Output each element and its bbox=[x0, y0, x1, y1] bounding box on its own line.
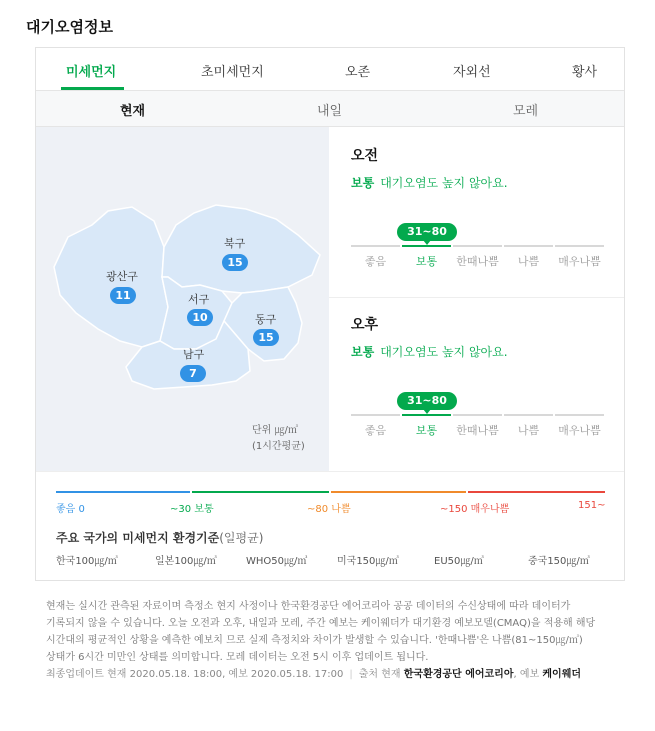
forecast-scale bbox=[351, 392, 607, 442]
scale-segment bbox=[351, 245, 400, 247]
forecast-status bbox=[351, 343, 607, 360]
district-value-badge[interactable]: 11 bbox=[110, 287, 136, 304]
legend-bar-very-bad bbox=[468, 491, 605, 493]
scale-segment bbox=[453, 414, 502, 416]
district-name: 동구 bbox=[255, 313, 277, 326]
legend-label-good: 좋음 0 bbox=[56, 504, 85, 515]
standard-usa: 미국150㎍/㎥ bbox=[337, 556, 399, 567]
source-airkorea-link[interactable]: 한국환경공단 에어코리아 bbox=[403, 669, 514, 680]
forecast-am bbox=[351, 145, 607, 268]
forecast-pm bbox=[351, 314, 607, 437]
district-name: 북구 bbox=[224, 237, 246, 250]
scale-label: 좋음 bbox=[364, 424, 387, 437]
separator: | bbox=[349, 669, 353, 680]
district-map-svg bbox=[36, 127, 329, 471]
standard-china: 중국150㎍/㎥ bbox=[528, 556, 590, 567]
page-title: 대기오염정보 bbox=[26, 18, 113, 36]
tab-ultrafine-dust[interactable]: 초미세먼지 bbox=[201, 65, 264, 80]
grade-legend bbox=[36, 471, 624, 581]
district-value-badge[interactable]: 15 bbox=[222, 254, 248, 271]
scale-segment bbox=[402, 414, 451, 416]
scale-label: 좋음 bbox=[364, 255, 387, 268]
forecast-level: 보통 bbox=[351, 176, 375, 190]
scale-segment bbox=[504, 245, 553, 247]
legend-label-max: 151~ bbox=[578, 500, 606, 511]
legend-label-bad: ~80 나쁨 bbox=[307, 504, 351, 515]
standard-korea: 한국100㎍/㎥ bbox=[56, 556, 118, 567]
standards-subtitle: (일평균) bbox=[219, 531, 264, 545]
district-value-badge[interactable]: 10 bbox=[187, 309, 213, 326]
forecast-period: 오전 bbox=[351, 148, 379, 164]
tab-yellow-dust[interactable]: 황사 bbox=[572, 65, 598, 80]
legend-bar-bad bbox=[331, 491, 466, 493]
scale-segment bbox=[555, 245, 604, 247]
scale-label: 보통 bbox=[415, 255, 438, 268]
source-prefix: 출처 현재 bbox=[358, 669, 401, 680]
district-name: 남구 bbox=[183, 348, 205, 361]
scale-segment bbox=[504, 414, 553, 416]
tab-uv[interactable]: 자외선 bbox=[453, 65, 491, 80]
source-mid: , 예보 bbox=[513, 669, 540, 680]
scale-label: 한때나쁨 bbox=[456, 255, 499, 268]
forecast-desc: 대기오염도 높지 않아요. bbox=[380, 345, 508, 359]
unit-label: 단위 ㎍/㎥ bbox=[252, 425, 298, 436]
legend-bar-normal bbox=[192, 491, 329, 493]
unit-average: (1시간평균) bbox=[252, 441, 305, 452]
scale-label: 매우나쁨 bbox=[558, 424, 601, 437]
footer-notice bbox=[46, 598, 602, 683]
range-pill: 31~80 bbox=[397, 223, 457, 241]
district-value-badge[interactable]: 7 bbox=[180, 365, 206, 382]
forecast-divider bbox=[329, 297, 624, 298]
district-value-badge[interactable]: 15 bbox=[253, 329, 279, 346]
tab-ozone[interactable]: 오존 bbox=[345, 65, 371, 80]
scale-segment bbox=[453, 245, 502, 247]
legend-label-normal: ~30 보통 bbox=[170, 504, 214, 515]
forecast-desc: 대기오염도 높지 않아요. bbox=[380, 176, 508, 190]
scale-label: 나쁨 bbox=[517, 424, 540, 437]
pollutant-tabs bbox=[36, 48, 624, 91]
time-subtabs bbox=[36, 91, 624, 127]
legend-label-very-bad: ~150 매우나쁨 bbox=[440, 504, 510, 515]
forecast-level: 보통 bbox=[351, 345, 375, 359]
standard-eu: EU50㎍/㎥ bbox=[434, 556, 484, 567]
subtab-tomorrow[interactable]: 내일 bbox=[317, 104, 343, 119]
forecast-panel bbox=[329, 127, 624, 471]
tab-fine-dust[interactable]: 미세먼지 bbox=[66, 65, 117, 80]
district-name: 서구 bbox=[188, 293, 210, 306]
subtab-now[interactable]: 현재 bbox=[120, 104, 146, 119]
air-quality-card bbox=[35, 47, 625, 581]
forecast-scale bbox=[351, 223, 607, 273]
forecast-period: 오후 bbox=[351, 317, 379, 333]
district-name: 광산구 bbox=[106, 270, 138, 283]
range-pill: 31~80 bbox=[397, 392, 457, 410]
source-kweather-link[interactable]: 케이웨더 bbox=[542, 669, 582, 680]
notice-text: 현재는 실시간 관측된 자료이며 측정소 현지 사정이나 한국환경공단 에어코리아 공공 데이터의 수신상태에 따라 데이터가 기록되지 않을 수 있습니다. 오늘 오전과 오후, 내일과 모레, 주간 예보는 케이웨더가 대기환경 예보모델(CMAQ)을 적용해 해당 시간대의 평균적인 상황을 예측한 예보치 므로 실제 측정치와 차이가 발생할 수 있습니다. '한때나쁨'은 나쁨(81~150㎍/㎥)상태가 6시간 미만인 상태를 의미합니다. 모레 데이터는 오전 5시 이후 업데이트 됩니다. bbox=[46, 601, 596, 663]
unit-note bbox=[252, 423, 305, 455]
scale-label: 한때나쁨 bbox=[456, 424, 499, 437]
scale-segment bbox=[351, 414, 400, 416]
legend-bar-good bbox=[56, 491, 190, 493]
update-time: 최종업데이트 현재 2020.05.18. 18:00, 예보 2020.05.18. 17:00 bbox=[46, 669, 344, 680]
scale-label: 매우나쁨 bbox=[558, 255, 601, 268]
update-line bbox=[46, 666, 602, 683]
standards-title bbox=[56, 529, 263, 546]
standard-who: WHO50㎍/㎥ bbox=[246, 556, 308, 567]
standards-title-text: 주요 국가의 미세먼지 환경기준 bbox=[56, 531, 220, 545]
subtab-day-after[interactable]: 모레 bbox=[513, 104, 539, 119]
forecast-status bbox=[351, 174, 607, 191]
district-map bbox=[36, 127, 329, 471]
standard-japan: 일본100㎍/㎥ bbox=[155, 556, 217, 567]
scale-segment bbox=[555, 414, 604, 416]
scale-label: 나쁨 bbox=[517, 255, 540, 268]
scale-label: 보통 bbox=[415, 424, 438, 437]
active-tab-indicator bbox=[61, 87, 124, 90]
scale-segment bbox=[402, 245, 451, 247]
